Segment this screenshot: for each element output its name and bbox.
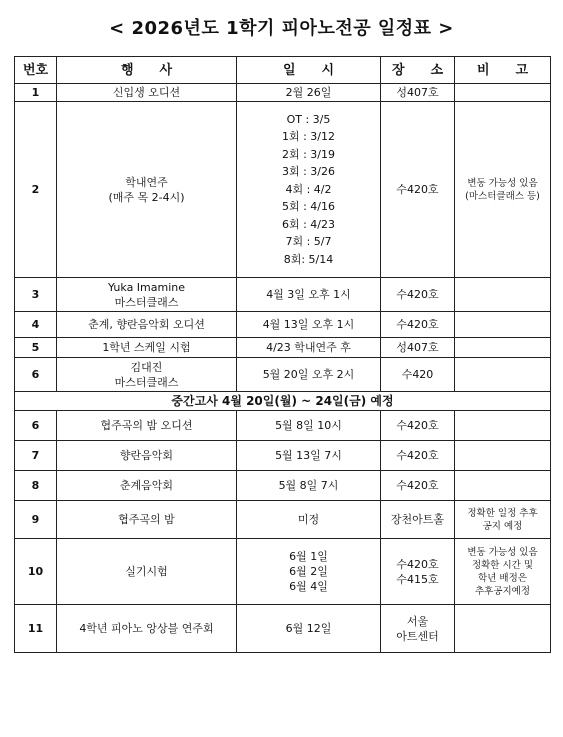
- place-cell-line: 수420호: [396, 288, 439, 301]
- date-cell: [237, 605, 381, 653]
- table-row: [15, 441, 551, 471]
- event-cell-line: 김대진: [130, 360, 163, 374]
- event-cell: [57, 605, 237, 653]
- row-number: 3: [15, 278, 57, 312]
- date-cell-line: 3회 : 3/26: [281, 165, 336, 179]
- date-cell-line: 6월 12일: [285, 622, 332, 635]
- place-cell-line: 성407호: [396, 341, 439, 354]
- date-cell-line: 8회: 5/14: [283, 252, 334, 266]
- place-cell-line: 서울: [406, 614, 429, 628]
- event-cell: [57, 358, 237, 392]
- remark-cell-line: 정확한 일정 추후: [467, 507, 538, 519]
- midterm-notice: 중간고사 4월 20일(월) ~ 24일(금) 예정: [15, 392, 551, 411]
- date-cell-line: OT : 3/5: [286, 112, 331, 126]
- table-row: [15, 411, 551, 441]
- event-cell: [57, 441, 237, 471]
- date-cell-line: 6회 : 4/23: [281, 217, 336, 231]
- remark-cell-line: 학년 배정은: [478, 572, 527, 584]
- event-cell-line: 협주곡의 밤: [118, 513, 175, 526]
- remark-cell: [455, 278, 551, 312]
- place-cell-line: 성407호: [396, 86, 439, 99]
- place-cell: [381, 539, 455, 605]
- date-cell-line: 1회 : 3/12: [281, 130, 336, 144]
- date-cell-line: 6월 4일: [289, 580, 328, 593]
- date-cell-line: 6월 1일: [289, 550, 328, 563]
- remark-cell: [455, 501, 551, 539]
- event-cell-line: 1학년 스케일 시험: [102, 341, 191, 354]
- date-cell-line: 5월 20일 오후 2시: [262, 368, 355, 381]
- place-cell-line: 수420호: [396, 557, 439, 571]
- event-cell-line: (매주 목 2-4시): [108, 190, 185, 204]
- event-cell-line: 마스터클래스: [114, 295, 179, 309]
- place-cell-line: 수420호: [396, 449, 439, 462]
- remark-cell: [455, 84, 551, 102]
- date-cell-line: 5회 : 4/16: [281, 200, 336, 214]
- remark-cell-line: 정확한 시간 및: [471, 559, 534, 571]
- remark-cell: [455, 605, 551, 653]
- event-cell: [57, 338, 237, 358]
- remark-cell: [455, 102, 551, 278]
- remark-cell-line: (마스터클래스 등): [465, 190, 540, 202]
- place-cell: [381, 411, 455, 441]
- date-cell: [237, 84, 381, 102]
- place-cell-line: 수415호: [396, 572, 439, 586]
- place-cell-line: 수420호: [396, 479, 439, 492]
- date-cell: [237, 539, 381, 605]
- schedule-body-first: [15, 84, 551, 392]
- event-cell: [57, 539, 237, 605]
- date-cell-line: 5월 8일 7시: [278, 479, 339, 492]
- remark-cell: [455, 441, 551, 471]
- row-number: 5: [15, 338, 57, 358]
- place-cell: [381, 102, 455, 278]
- place-cell: [381, 501, 455, 539]
- table-row: [15, 312, 551, 338]
- remark-cell-line: 추후공지예정: [474, 585, 531, 597]
- remark-cell: [455, 358, 551, 392]
- remark-cell: [455, 539, 551, 605]
- event-cell-line: 춘계음악회: [119, 479, 174, 492]
- table-header-row: [15, 57, 551, 84]
- row-number: 7: [15, 441, 57, 471]
- remark-cell: [455, 312, 551, 338]
- table-row: [15, 338, 551, 358]
- schedule-table: [14, 56, 551, 653]
- row-number: 11: [15, 605, 57, 653]
- row-number: 2: [15, 102, 57, 278]
- table-row: [15, 102, 551, 278]
- place-cell: [381, 471, 455, 501]
- event-cell-line: 춘계, 향란음악회 오디션: [88, 318, 205, 331]
- table-row: [15, 358, 551, 392]
- place-cell-line: 수420호: [396, 318, 439, 331]
- event-cell: [57, 102, 237, 278]
- event-cell-line: Yuka Imamine: [107, 280, 186, 294]
- event-cell-line: 4학년 피아노 앙상블 연주회: [79, 622, 214, 635]
- date-cell-line: 7회 : 5/7: [285, 235, 332, 249]
- date-cell: [237, 471, 381, 501]
- date-cell-line: 4회 : 4/2: [285, 182, 332, 196]
- place-cell: [381, 358, 455, 392]
- date-cell-line: 5월 8일 10시: [275, 419, 342, 432]
- event-cell: [57, 411, 237, 441]
- table-row: [15, 539, 551, 605]
- header-event: 행 사: [57, 57, 237, 84]
- event-cell: [57, 312, 237, 338]
- date-cell-line: 4/23 학내연주 후: [266, 341, 351, 354]
- place-cell-line: 아트센터: [396, 629, 439, 643]
- date-cell: [237, 441, 381, 471]
- event-cell-line: 마스터클래스: [114, 375, 179, 389]
- row-number: 4: [15, 312, 57, 338]
- schedule-body-second: [15, 411, 551, 653]
- date-cell-line: 4월 13일 오후 1시: [262, 318, 355, 331]
- header-date: 일 시: [237, 57, 381, 84]
- event-cell-line: 학내연주: [125, 175, 168, 189]
- midterm-row: [15, 392, 551, 411]
- date-cell-line: 2월 26일: [285, 86, 332, 99]
- event-cell-line: 실기시험: [125, 565, 168, 578]
- header-remark: 비 고: [455, 57, 551, 84]
- remark-cell: [455, 338, 551, 358]
- place-cell: [381, 441, 455, 471]
- event-cell: [57, 501, 237, 539]
- event-cell-line: 향란음악회: [119, 449, 174, 462]
- date-cell: [237, 501, 381, 539]
- event-cell: [57, 278, 237, 312]
- row-number: 6: [15, 411, 57, 441]
- row-number: 9: [15, 501, 57, 539]
- date-cell: [237, 102, 381, 278]
- header-place: 장 소: [381, 57, 455, 84]
- date-cell: [237, 338, 381, 358]
- event-cell-line: 협주곡의 밤 오디션: [100, 419, 193, 432]
- remark-cell: [455, 471, 551, 501]
- place-cell: [381, 84, 455, 102]
- date-cell: [237, 411, 381, 441]
- remark-cell-line: 변동 가능성 있음: [467, 177, 538, 189]
- row-number: 10: [15, 539, 57, 605]
- page-title: < 2026년도 1학기 피아노전공 일정표 >: [109, 18, 454, 39]
- place-cell-line: 장천아트홀: [390, 513, 445, 526]
- place-cell-line: 수420: [401, 368, 434, 381]
- event-cell-line: 신입생 오디션: [112, 86, 181, 99]
- event-cell: [57, 471, 237, 501]
- table-row: [15, 471, 551, 501]
- header-no: 번호: [15, 57, 57, 84]
- table-row: [15, 605, 551, 653]
- row-number: 1: [15, 84, 57, 102]
- event-cell: [57, 84, 237, 102]
- row-number: 8: [15, 471, 57, 501]
- place-cell-line: 수420호: [396, 419, 439, 432]
- date-cell-line: 6월 2일: [289, 565, 328, 578]
- date-cell-line: 2회 : 3/19: [281, 147, 336, 161]
- row-number: 6: [15, 358, 57, 392]
- date-cell-line: 5월 13일 7시: [275, 449, 342, 462]
- date-cell-line: 미정: [297, 513, 320, 526]
- place-cell: [381, 278, 455, 312]
- date-cell-line: 4월 3일 오후 1시: [266, 288, 351, 301]
- remark-cell-line: 공지 예정: [482, 520, 523, 532]
- date-cell: [237, 358, 381, 392]
- place-cell: [381, 338, 455, 358]
- table-row: [15, 84, 551, 102]
- place-cell-line: 수420호: [396, 183, 439, 196]
- remark-cell-line: 변동 가능성 있음: [467, 546, 538, 558]
- date-cell: [237, 278, 381, 312]
- table-row: [15, 501, 551, 539]
- remark-cell: [455, 411, 551, 441]
- place-cell: [381, 312, 455, 338]
- date-cell: [237, 312, 381, 338]
- place-cell: [381, 605, 455, 653]
- table-row: [15, 278, 551, 312]
